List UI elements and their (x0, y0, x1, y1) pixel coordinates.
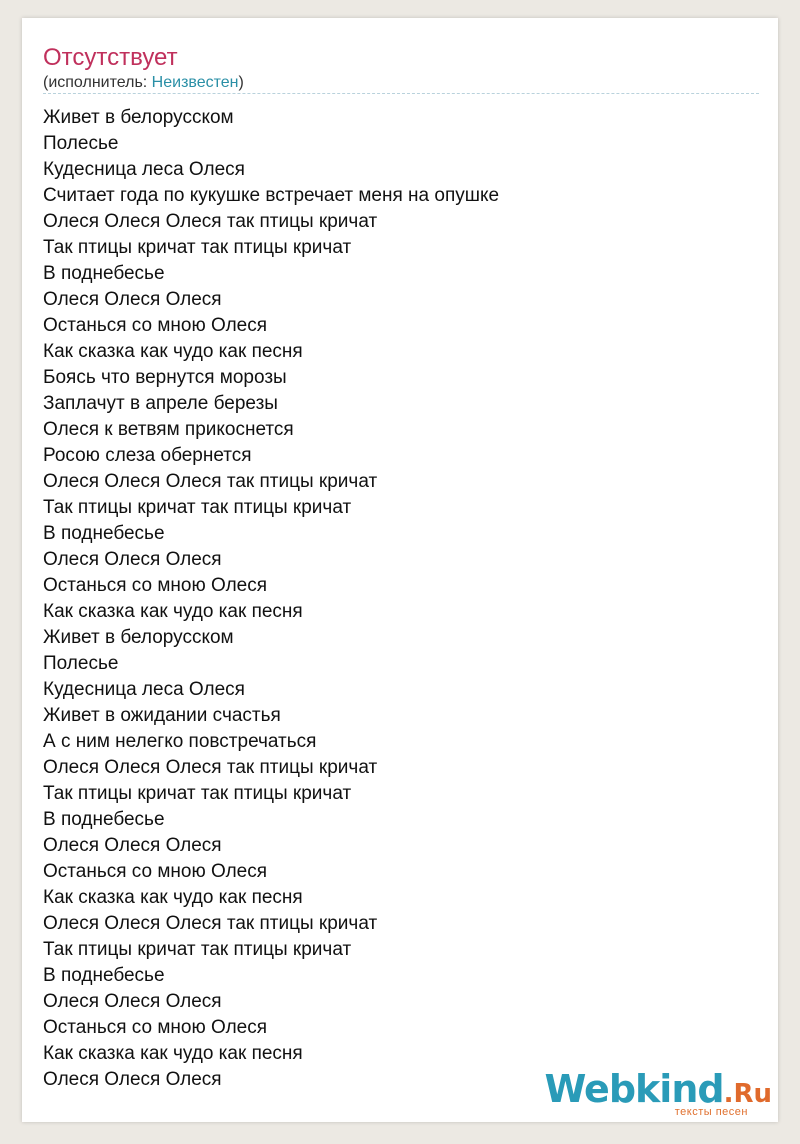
logo-tagline: тексты песен (674, 1106, 748, 1118)
lyric-line: Как сказка как чудо как песня (43, 601, 303, 622)
lyric-line: В поднебесье (43, 809, 165, 830)
lyric-line: Так птицы кричат так птицы кричат (43, 497, 352, 518)
lyric-line: Олеся Олеся Олеся (43, 549, 222, 570)
lyrics-text (43, 105, 499, 1093)
lyric-line: Останься со мною Олеся (43, 861, 268, 882)
lyric-line: Боясь что вернутся морозы (43, 367, 287, 388)
lyric-line: Олеся Олеся Олеся так птицы кричат (43, 211, 378, 232)
lyric-line: Кудесница леса Олеся (43, 159, 245, 180)
lyric-line: Так птицы кричат так птицы кричат (43, 783, 352, 804)
lyric-line: Олеся Олеся Олеся (43, 835, 222, 856)
lyric-line: Росою слеза обернется (43, 445, 252, 466)
lyric-line: Как сказка как чудо как песня (43, 341, 303, 362)
lyric-line: Живет в белорусском (43, 627, 234, 648)
lyric-line: Останься со мною Олеся (43, 575, 268, 596)
site-logo[interactable] (544, 1067, 772, 1122)
artist-line (43, 73, 244, 93)
lyric-line: Так птицы кричат так птицы кричат (43, 237, 352, 258)
lyric-line: Полесье (43, 133, 119, 154)
lyric-line: Олеся к ветвям прикоснется (43, 419, 294, 440)
lyric-line: В поднебесье (43, 523, 165, 544)
lyric-line: А с ним нелегко повстречаться (43, 731, 317, 752)
lyric-line: В поднебесье (43, 965, 165, 986)
artist-prefix: (исполнитель: (43, 74, 152, 91)
logo-word: Webkind (544, 1067, 724, 1111)
lyric-line: Считает года по кукушке встречает меня на опушке (43, 185, 500, 206)
lyric-line: Останься со мною Олеся (43, 1017, 268, 1038)
lyric-line: Олеся Олеся Олеся так птицы кричат (43, 757, 378, 778)
lyric-line: Живет в белорусском (43, 107, 234, 128)
lyric-line: Олеся Олеся Олеся так птицы кричат (43, 471, 378, 492)
lyric-line: Олеся Олеся Олеся (43, 1069, 222, 1090)
lyric-line: Живет в ожидании счастья (43, 705, 281, 726)
lyric-line: Так птицы кричат так птицы кричат (43, 939, 352, 960)
lyric-line: В поднебесье (43, 263, 165, 284)
lyric-line: Останься со мною Олеся (43, 315, 268, 336)
title-divider (43, 93, 759, 94)
song-title: Отсутствует (43, 44, 178, 71)
logo-tld: .Ru (723, 1079, 772, 1109)
lyric-line: Олеся Олеся Олеся так птицы кричат (43, 913, 378, 934)
lyric-line: Полесье (43, 653, 119, 674)
lyric-line: Заплачут в апреле березы (43, 393, 278, 414)
artist-link[interactable]: Неизвестен (151, 74, 239, 91)
lyric-line: Как сказка как чудо как песня (43, 1043, 303, 1064)
lyric-line: Олеся Олеся Олеся (43, 991, 222, 1012)
lyric-line: Олеся Олеся Олеся (43, 289, 222, 310)
lyric-line: Кудесница леса Олеся (43, 679, 245, 700)
lyric-line: Как сказка как чудо как песня (43, 887, 303, 908)
artist-suffix: ) (238, 74, 244, 91)
